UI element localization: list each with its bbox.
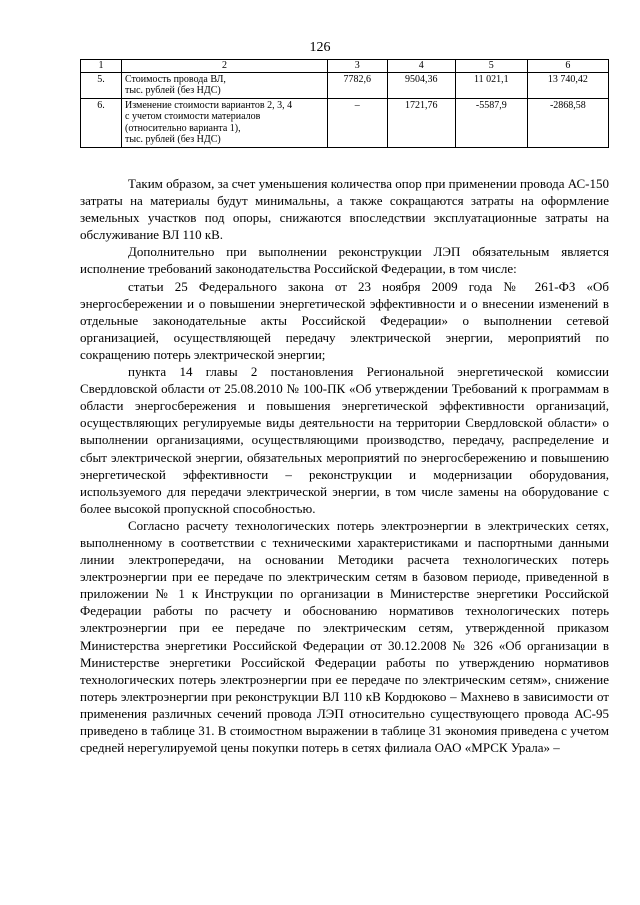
paragraph: Дополнительно при выполнении реконструкции ЛЭП обязательным является исполнение требований законодательства Российской Федерации, в том числе: [80, 244, 609, 277]
row-description-line: Изменение стоимости вариантов 2, 3, 4 [125, 99, 293, 111]
row-description-line: с учетом стоимости материалов [125, 111, 261, 122]
table-header-cell: 4 [387, 60, 455, 73]
paragraph: пункта 14 главы 2 постановления Региональной энергетической комиссии Свердловской области от 25.08.2010 № 100-ПК «Об утверждении Требований к программам в области энергосбережения и повышения энергетической эффективности организаций, осуществляющих регулируемые виды деятельности на территории Свердловской области» о выполнении организациями, осуществляющими производство, передачу, распределение и сбыт электрической энергии, обязательных мероприятий по энергосбережению и повышению энергетической эффективности – реконструкции и модернизации оборудования, используемого для передачи электрической энергии, в том числе замены на оборудование с более высокой пропускной способностью. [80, 364, 609, 516]
paragraph: статьи 25 Федерального закона от 23 ноября 2009 года № 261-ФЗ «Об энергосбережении и о повышении энергетической эффективности и о внесении изменений в отдельные законодательные акты Российской Федерации» о выполнении сетевой организацией, осуществляющей передачу электрической энергии, мероприятий по сокращению потерь электрической энергии; [80, 278, 609, 362]
row-description-line: тыс. рублей (без НДС) [125, 134, 221, 145]
table-cell: -2868,58 [527, 98, 608, 147]
row-description-line: (относительно варианта 1), [125, 122, 241, 134]
table-row [81, 72, 609, 98]
row-description [122, 72, 328, 98]
table-cell: 1721,76 [387, 98, 455, 147]
paragraph: Таким образом, за счет уменьшения количества опор при применении провода АС-150 затраты на материалы будут минимальны, а также сокращаются затраты на оформление земельных участков под опоры, снижаются впоследствии эксплуатационные затраты на обслуживание ВЛ 110 кВ. [80, 176, 609, 243]
table-cell: 7782,6 [328, 72, 388, 98]
cost-table [80, 59, 609, 148]
row-description-line: Стоимость провода ВЛ, [125, 73, 226, 85]
table-row [81, 98, 609, 147]
table-header-cell: 5 [455, 60, 527, 73]
table-header-row [81, 60, 609, 73]
table-header-cell: 1 [81, 60, 122, 73]
table-header-cell: 6 [527, 60, 608, 73]
body-text [80, 175, 609, 756]
row-number: 5. [81, 72, 122, 98]
table-cell: 9504,36 [387, 72, 455, 98]
table-header-cell: 2 [122, 60, 328, 73]
table-cell: 11 021,1 [455, 72, 527, 98]
table-cell: – [328, 98, 388, 147]
table-header-cell: 3 [328, 60, 388, 73]
paragraph: Согласно расчету технологических потерь электроэнергии в электрических сетях, выполненному в соответствии с техническими характеристиками и паспортными данными линии электропередачи, на основании Методики расчета технологических потерь электроэнергии при ее передаче по электрическим сетям в базовом периоде, приведенной в приложении № 1 к Инструкции по организации в Министерстве энергетики Российской Федерации работы по расчету и обоснованию нормативов технологических потерь электроэнергии при ее передаче по электрическим сетям, утвержденной приказом Министерства энергетики Российской Федерации от 30.12.2008 № 326 «Об организации в Министерстве энергетики Российской Федерации работы по утверждению нормативов технологических потерь электроэнергии при ее передаче по электрическим сетям», снижение потерь электроэнергии при реконструкции ВЛ 110 кВ Кордюково – Махнево в зависимости от применения различных сечений провода ЛЭП относительно существующего провода АС-95 приведено в таблице 31. В стоимостном выражении в таблице 31 экономия приведена с учетом средней нерегулируемой цены покупки потерь в сетях филиала ОАО «МРСК Урала» – [80, 517, 609, 756]
table-cell: -5587,9 [455, 98, 527, 147]
row-description-line: тыс. рублей (без НДС) [125, 85, 221, 96]
row-description [122, 98, 328, 147]
row-number: 6. [81, 98, 122, 147]
table-cell: 13 740,42 [527, 72, 608, 98]
page-number: 126 [309, 40, 331, 55]
